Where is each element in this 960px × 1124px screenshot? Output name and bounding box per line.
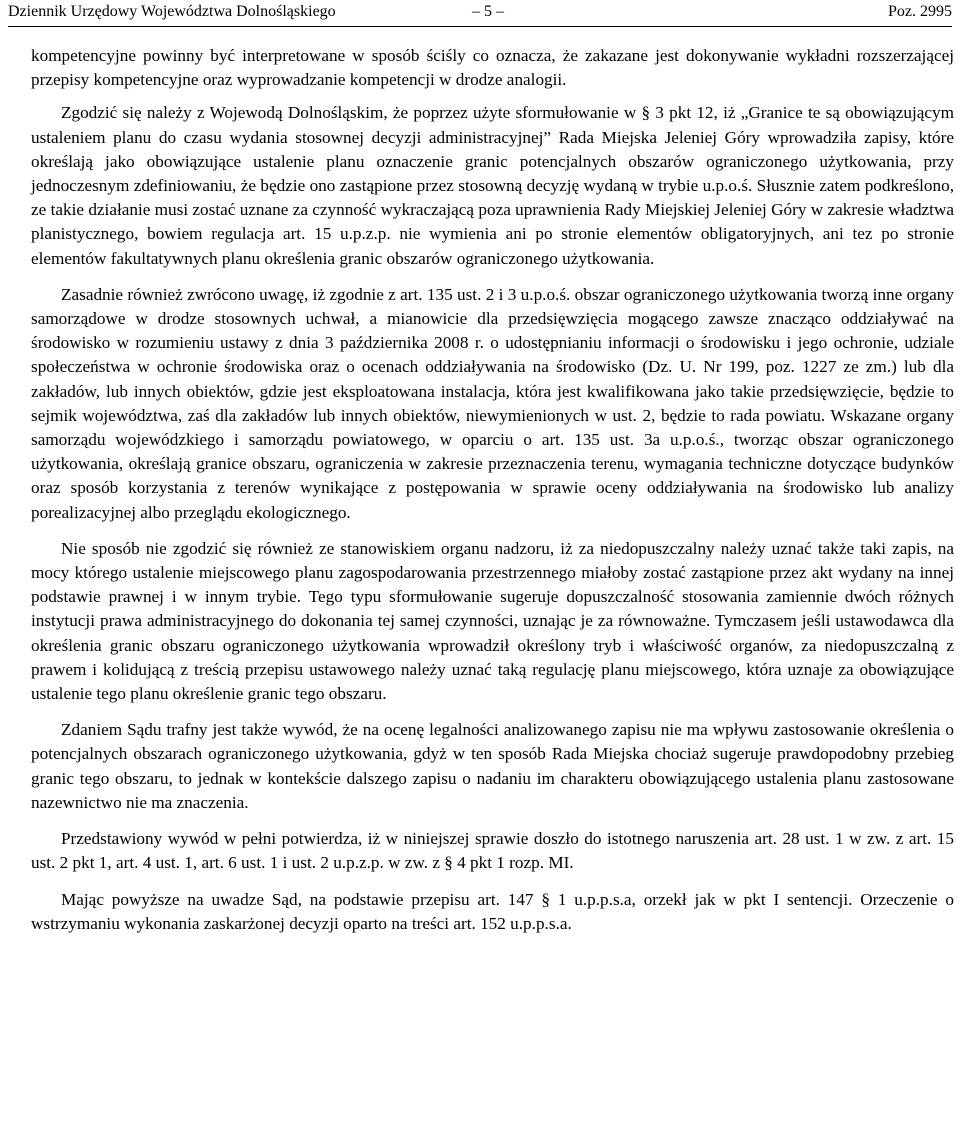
page-number: – 5 – <box>472 3 504 20</box>
paragraph: Zdaniem Sądu trafny jest także wywód, że na ocenę legalności analizowanego zapisu nie ma wpływu zastosowanie określenia o potencjalnych obszarach ograniczonego użytkowania, gdyż w ten sposób Rada Miejska chociaż sugeruje prawdopodobny przebieg granic tego obszaru, to jednak w kontekście dalszego zapisu o nadaniu im charakteru obowiązującego ustalenia planu zastosowane nazewnictwo nie ma znaczenia. <box>31 720 954 812</box>
document-body <box>31 44 954 948</box>
paragraph: Zgodzić się należy z Wojewodą Dolnośląskim, że poprzez użyte sformułowanie w § 3 pkt 12, iż „Granice te są obowiązującym ustaleniem planu do czasu wydania stosownej decyzji administracyjnej” Rada Miejska Jeleniej Góry wprowadziła zapisy, które określają jako obowiązujące ustalenie planu oznaczenie granic potencjalnych obszarów ograniczonego użytkowania, przy jednoczesnym zdefiniowaniu, że będzie ono zastąpione przez stosowną decyzję wydaną w trybie u.p.o.ś. Słusznie zatem podkreślono, ze takie działanie musi zostać uznane za czynność wykraczającą poza uprawnienia Rady Miejskiej Jeleniej Góry w zakresie władztwa planistycznego, bowiem regulacja art. 15 u.p.z.p. nie wymienia ani po stronie elementów obligatoryjnych, ani tez po stronie elementów fakultatywnych planu określenia granic obszarów ograniczonego użytkowania. <box>31 103 954 268</box>
page-header <box>8 0 952 27</box>
journal-title: Dziennik Urzędowy Województwa Dolnośląskiego <box>8 3 336 20</box>
paragraph-continuation: kompetencyjne powinny być interpretowane w sposób ściśly co oznacza, że zakazane jest dokonywanie wykładni rozszerzającej przepisy kompetencyjne oraz wyprowadzanie kompetencji w drodze analogii. <box>31 46 954 90</box>
paragraph: Zasadnie również zwrócono uwagę, iż zgodnie z art. 135 ust. 2 i 3 u.p.o.ś. obszar ograniczonego użytkowania tworzą inne organy samorządowe w drodze stosownych uchwał, a mianowicie dla przedsięwzięcia mogącego zawsze znacząco oddziaływać na środowisko w rozumieniu ustawy z dnia 3 października 2008 r. o udostępnianiu informacji o środowisku i jego ochronie, udziale społeczeństwa w ochronie środowiska oraz o ocenach oddziaływania na środowisko (Dz. U. Nr 199, poz. 1227 ze zm.) lub dla zakładów, lub innych obiektów, gdzie jest eksploatowana instalacja, która jest kwalifikowana jako takie przedsięwzięcie, będzie to sejmik województwa, zaś dla zakładów lub innych obiektów, niewymienionych w ust. 2, będzie to rada powiatu. Wskazane organy samorządu wojewódzkiego i samorządu powiatowego, w oparciu o art. 135 ust. 3a u.p.o.ś., tworząc obszar ograniczonego użytkowania, określają granice obszaru, ograniczenia w zakresie przeznaczenia terenu, wymagania techniczne dotyczące budynków oraz sposób korzystania z terenów wynikające z postępowania w sprawie oceny oddziaływania na środowisko lub analizy porealizacyjnej albo przeglądu ekologicznego. <box>31 284 954 522</box>
paragraph: Przedstawiony wywód w pełni potwierdza, iż w niniejszej sprawie doszło do istotnego naruszenia art. 28 ust. 1 w zw. z art. 15 ust. 2 pkt 1, art. 4 ust. 1, art. 6 ust. 1 i ust. 2 u.p.z.p. w zw. z § 4 pkt 1 rozp. MI. <box>31 829 954 873</box>
position-number: Poz. 2995 <box>888 3 952 20</box>
paragraph: Nie sposób nie zgodzić się również ze stanowiskiem organu nadzoru, iż za niedopuszczalny należy uznać także taki zapis, na mocy którego ustalenie miejscowego planu zagospodarowania przestrzennego miałoby zostać zastąpione przez akt wydany na innej podstawie prawnej i w innym trybie. Tego typu sformułowanie sugeruje dopuszczalność stosowania zamiennie dwóch różnych instytucji prawa administracyjnego do dokonania tej samej czynności, uznając je za równoważne. Tymczasem jeśli ustawodawca dla określenia granic obszaru ograniczonego użytkowania wprowadził określony tryb i właściwość organów, za niedopuszczalną z prawem i kolidującą z treścią przepisu ustawowego należy uznać taką regulację planu miejscowego, która uznaje za obowiązujące ustalenie tego planu określenie granic tego obszaru. <box>31 538 954 704</box>
paragraph: Mając powyższe na uwadze Sąd, na podstawie przepisu art. 147 § 1 u.p.p.s.a, orzekł jak w pkt I sentencji. Orzeczenie o wstrzymaniu wykonania zaskarżonej decyzji oparto na treści art. 152 u.p.p.s.a. <box>31 889 954 933</box>
